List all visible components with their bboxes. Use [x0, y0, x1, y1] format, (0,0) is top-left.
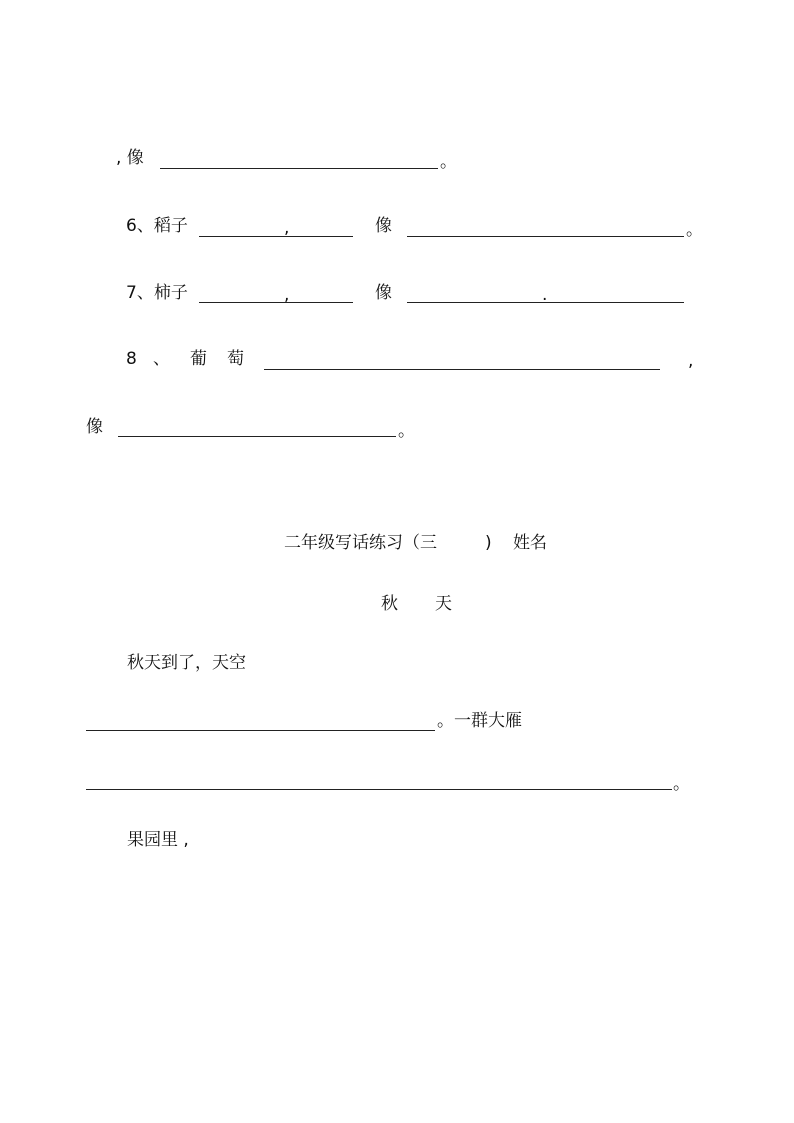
title-char-2: 天: [435, 594, 452, 614]
line5-comma-like: , 像: [116, 148, 144, 168]
item8-number: 8: [126, 349, 137, 369]
name-label: 姓名: [513, 533, 547, 553]
paragraph-continuation: 。一群大雁: [437, 711, 522, 731]
paragraph-blank-1[interactable]: [86, 730, 435, 731]
item7-blank-a[interactable]: [199, 302, 353, 303]
item8-char-1: 葡: [190, 349, 207, 369]
item8-comma: ,: [688, 351, 694, 371]
item7-comma: ,: [284, 285, 290, 305]
item7-dot: .: [542, 285, 548, 305]
item8-char-2: 萄: [227, 349, 244, 369]
section-heading-paren-close: ): [485, 533, 492, 553]
item8-like-blank[interactable]: [118, 436, 396, 437]
item6-comma: ,: [284, 218, 290, 238]
paragraph-line2-end: 。: [673, 774, 690, 794]
item8-end: 。: [398, 421, 415, 441]
item8-separator: 、: [153, 349, 170, 369]
item8-like: 像: [86, 417, 103, 437]
line5-end: 。: [440, 152, 457, 172]
item6-blank-a[interactable]: [199, 236, 353, 237]
item6-label: 6、稻子: [126, 216, 188, 236]
item6-end: 。: [686, 220, 703, 240]
item7-label: 7、柿子: [126, 283, 188, 303]
item6-like: 像: [375, 216, 392, 236]
title-char-1: 秋: [381, 594, 398, 614]
item8-blank[interactable]: [264, 369, 660, 370]
item6-blank-b[interactable]: [407, 236, 684, 237]
paragraph-blank-2[interactable]: [86, 789, 672, 790]
paragraph-start: 秋天到了，天空: [127, 653, 246, 673]
item7-like: 像: [375, 283, 392, 303]
section-heading: 二年级写话练习（三: [284, 533, 437, 553]
paragraph2-start: 果园里 ,: [127, 830, 189, 850]
line5-blank[interactable]: [160, 168, 438, 169]
